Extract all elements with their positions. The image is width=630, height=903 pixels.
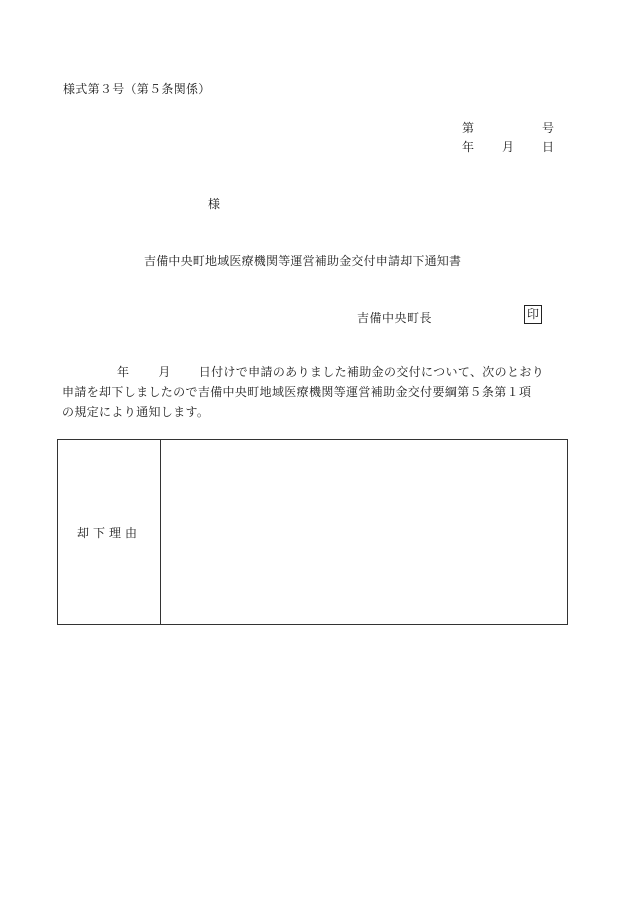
body-line-3: の規定により通知します。: [62, 405, 210, 419]
body-line-1: [62, 362, 570, 382]
document-title: 吉備中央町地域医療機関等運営補助金交付申請却下通知書: [144, 254, 462, 268]
document-number-line: [462, 119, 554, 136]
document-date-line: [462, 138, 554, 155]
date-month: 月: [501, 140, 514, 154]
rejection-reason-table: [57, 439, 568, 625]
date-year: 年: [462, 140, 475, 154]
date-day: 日: [541, 140, 554, 154]
body-year: 年: [117, 365, 130, 379]
notice-body: [62, 362, 570, 422]
doc-number-prefix: 第: [462, 121, 475, 135]
body-line-2: 申請を却下しましたので吉備中央町地域医療機関等運営補助金交付要綱第５条第１項: [62, 385, 532, 399]
form-number: 様式第３号（第５条関係）: [63, 82, 211, 96]
rejection-reason-content[interactable]: [161, 440, 567, 624]
doc-number-suffix: 号: [541, 121, 554, 135]
body-month: 月: [158, 365, 171, 379]
issuer-name: 吉備中央町長: [357, 311, 433, 325]
addressee-honorific: 様: [208, 197, 221, 211]
body-line-1-text: 日付けで申請のありました補助金の交付について、次のとおり: [198, 365, 545, 379]
rejection-reason-label: 却下理由: [58, 440, 161, 624]
seal-mark: 印: [524, 305, 542, 324]
